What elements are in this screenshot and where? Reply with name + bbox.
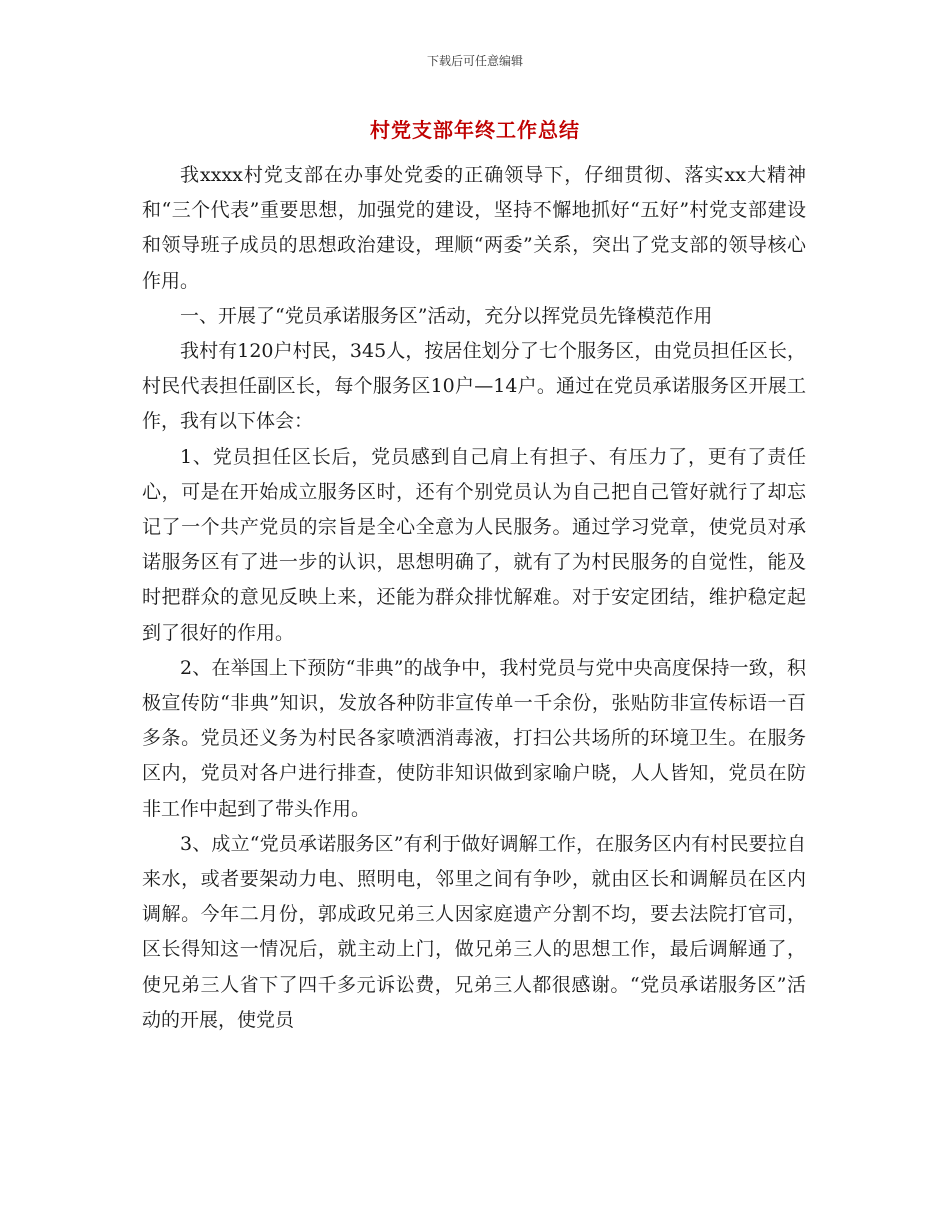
paragraph-intro: 我xxxx村党支部在办事处党委的正确领导下，仔细贯彻、落实xx大精神和“三个代表”重要思想，加强党的建设，坚持不懈地抓好“五好”村党支部建设和领导班子成员的思想政治建设，理顺“两委”关系，突出了党支部的领导核心作用。 xyxy=(142,164,806,292)
paragraph-point-3: 3、成立“党员承诺服务区”有利于做好调解工作，在服务区内有村民要拉自来水，或者要架动力电、照明电，邻里之间有争吵，就由区长和调解员在区内调解。今年二月份，郭成政兄弟三人因家庭遗产分割不均，要去法院打官司，区长得知这一情况后，就主动上门，做兄弟三人的思想工作，最后调解通了，使兄弟三人省下了四千多元诉讼费，兄弟三人都很感谢。“党员承诺服务区”活动的开展，使党员 xyxy=(142,832,806,1031)
paragraph-village-info: 我村有120户村民，345人，按居住划分了七个服务区，由党员担任区长，村民代表担任副区长，每个服务区10户—14户。通过在党员承诺服务区开展工作，我有以下体会： xyxy=(142,340,806,433)
page-header: 下载后可任意编辑 xyxy=(426,54,523,68)
paragraph-point-2: 2、在举国上下预防“非典”的战争中，我村党员与党中央高度保持一致，积极宣传防“非典”知识，发放各种防非宣传单一千余份，张贴防非宣传标语一百多条。党员还义务为村民各家喷洒消毒液，打扫公共场所的环境卫生。在服务区内，党员对各户进行排查，使防非知识做到家喻户晓，人人皆知，党员在防非工作中起到了带头作用。 xyxy=(142,656,806,820)
document-body xyxy=(142,158,806,1038)
paragraph-point-1: 1、党员担任区长后，党员感到自己肩上有担子、有压力了，更有了责任心，可是在开始成立服务区时，还有个别党员认为自己把自己管好就行了却忘记了一个共产党员的宗旨是全心全意为人民服务。通过学习党章，使党员对承诺服务区有了进一步的认识，思想明确了，就有了为村民服务的自觉性，能及时把群众的意见反映上来，还能为群众排忧解难。对于安定团结，维护稳定起到了很好的作用。 xyxy=(142,445,806,644)
paragraph-section-heading: 一、开展了“党员承诺服务区”活动，充分以挥党员先锋模范作用 xyxy=(180,304,713,327)
document-title: 村党支部年终工作总结 xyxy=(370,118,580,142)
